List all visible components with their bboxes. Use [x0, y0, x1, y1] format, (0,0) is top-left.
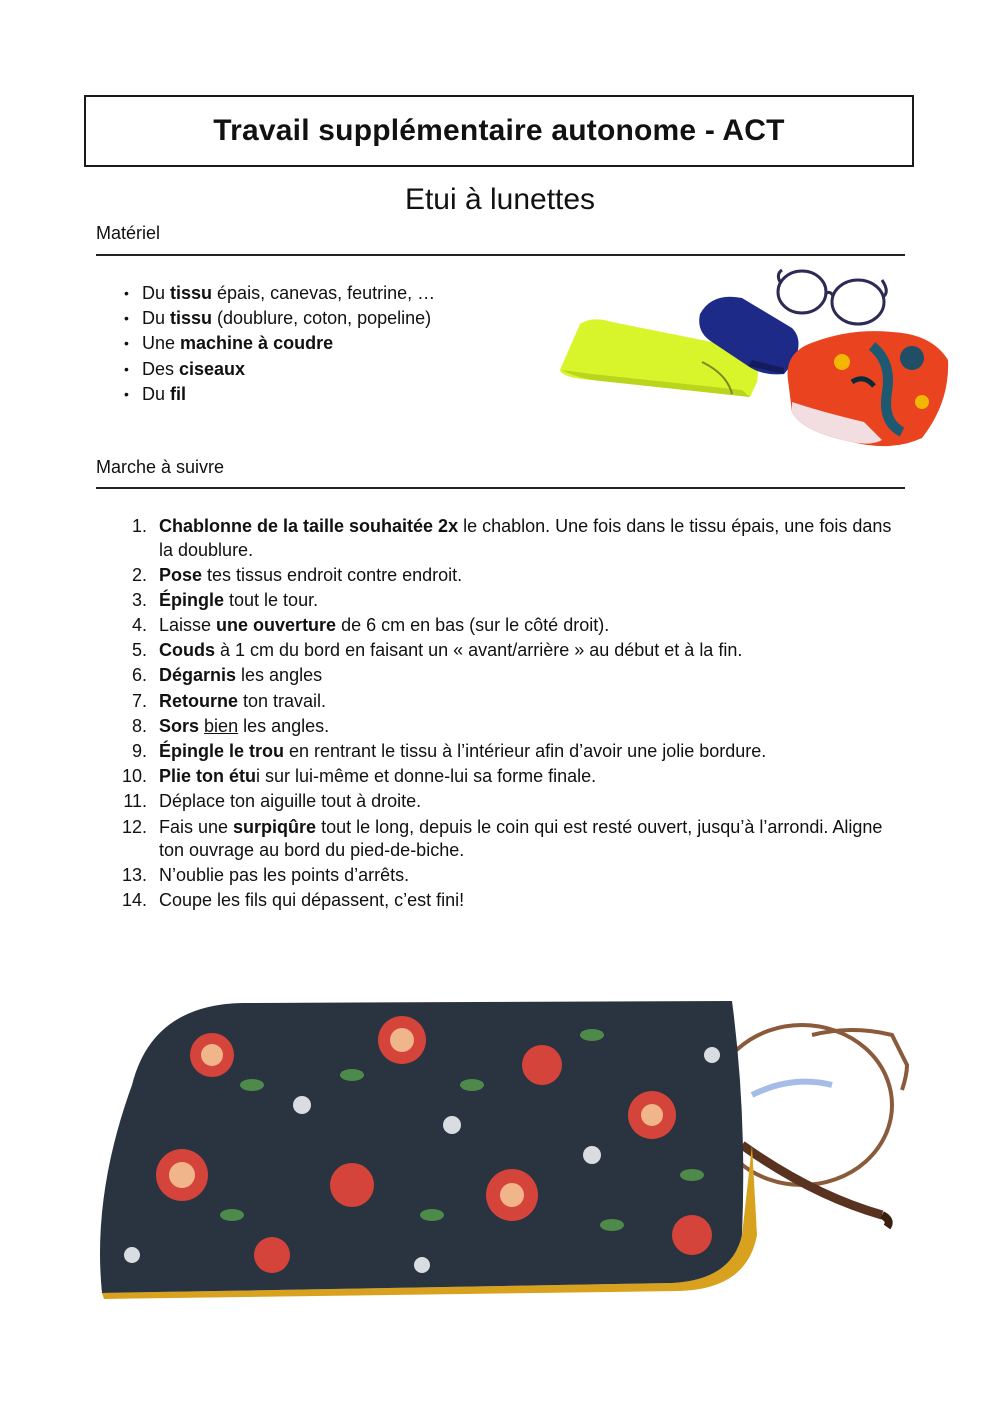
materials-item: • Du fil [124, 382, 435, 407]
step-item: 11. Déplace ton aiguille tout à droite. [123, 791, 422, 812]
materials-item: • Du tissu (doublure, coton, popeline) [124, 306, 435, 331]
materials-list [124, 281, 435, 407]
step-item: 3. Épingle tout le tour. [131, 589, 319, 610]
steps-heading: Marche à suivre [96, 457, 225, 477]
step-item: 1. Chablonne de la taille souhaitée 2x le chablon. Une fois dans le tissu épais, une fois dans la doublure. [131, 516, 892, 560]
step-item: 9. Épingle le trou en rentrant le tissu à l’intérieur afin d’avoir une jolie bordure. [131, 741, 767, 761]
step-item: 13. N’oublie pas les points d’arrêts. [121, 865, 410, 886]
glasses-image [778, 270, 886, 324]
materials-divider [96, 254, 905, 256]
materials-item: • Des ciseaux [124, 357, 435, 382]
materials-heading: Matériel [96, 223, 161, 243]
step-item: 6. Dégarnis les angles [131, 665, 323, 686]
floral-case-photo [92, 995, 922, 1300]
materials-item: • Du tissu épais, canevas, feutrine, … [124, 281, 435, 306]
step-item: 7. Retourne ton travail. [131, 690, 327, 711]
page-title: Travail supplémentaire autonome - ACT [213, 114, 785, 147]
step-item: 10. Plie ton étui sur lui-même et donne-lui sa forme finale. [121, 766, 597, 787]
step-item: 8. Sors bien les angles. [131, 715, 330, 736]
glasses-cases-photo [552, 262, 952, 454]
orange-pouch-image [788, 331, 949, 446]
step-item: 4. Laisse une ouverture de 6 cm en bas (sur le côté droit). [131, 615, 610, 636]
step-item: 2. Pose tes tissus endroit contre endroit. [131, 564, 463, 585]
title-box [84, 95, 914, 167]
steps-divider [96, 487, 905, 489]
steps-list [120, 515, 910, 915]
step-item: 5. Couds à 1 cm du bord en faisant un « avant/arrière » au début et à la fin. [131, 640, 743, 661]
document-subtitle: Etui à lunettes [404, 183, 596, 216]
step-item: 14. Coupe les fils qui dépassent, c’est fini! [121, 890, 465, 911]
materials-item: • Une machine à coudre [124, 331, 435, 356]
step-item: 12. Fais une surpiqûre tout le long, depuis le coin qui est resté ouvert, jusqu’à l’arrondi. Aligne ton ouvrage au bord du pied-de-biche. [121, 816, 883, 861]
floral-case-image [92, 995, 922, 1300]
